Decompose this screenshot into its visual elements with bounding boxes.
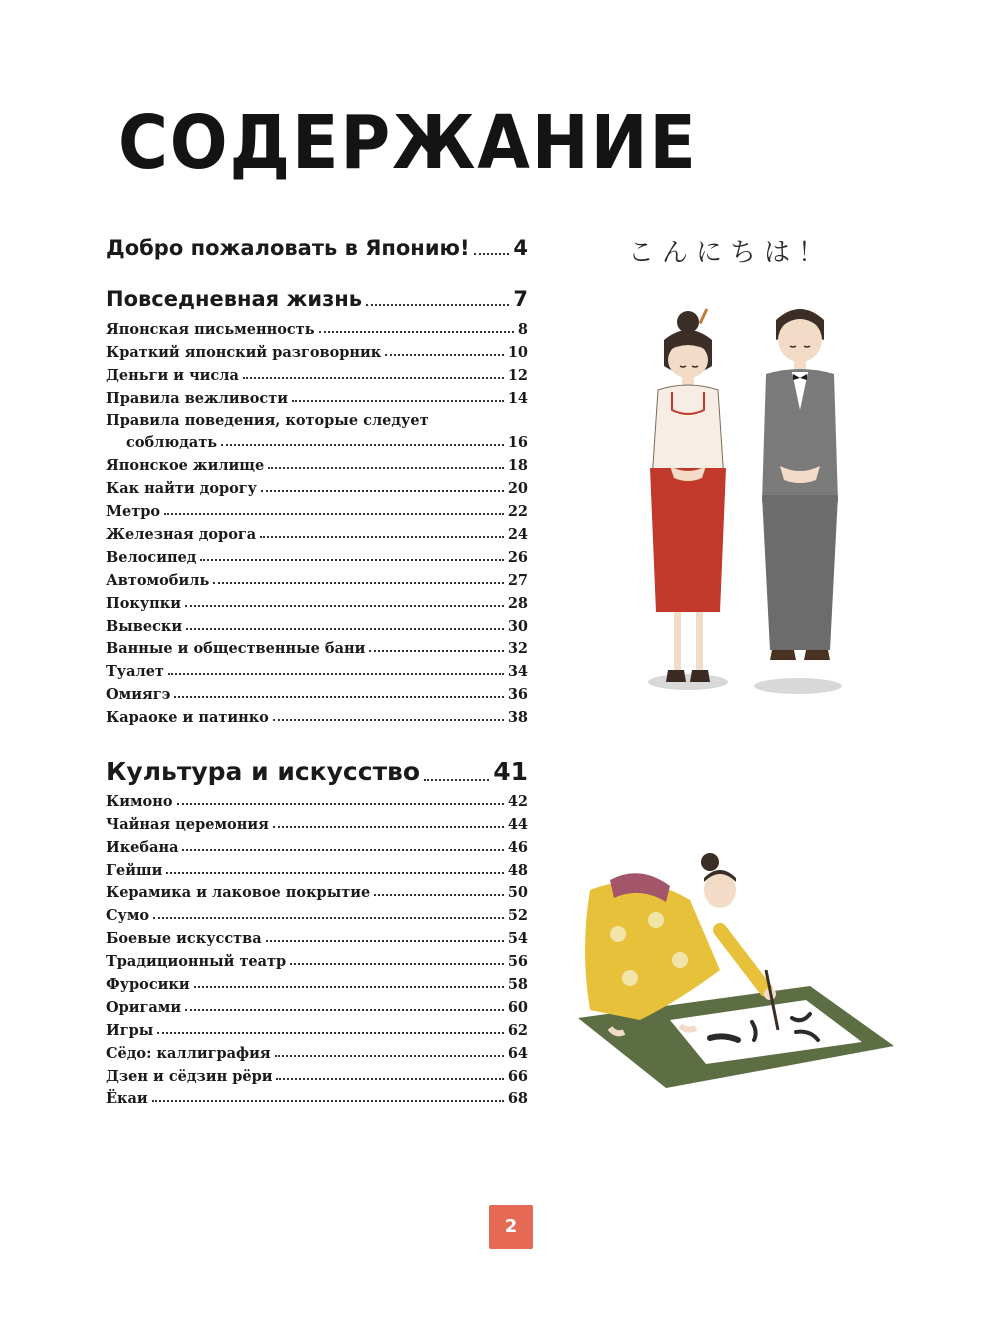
item-page: 16 <box>507 434 528 452</box>
woman-figure <box>648 308 728 690</box>
item-page: 12 <box>507 366 528 384</box>
item-page: 54 <box>507 930 528 948</box>
dot-leader <box>266 940 504 942</box>
item-page: 27 <box>507 571 528 589</box>
dot-leader <box>268 467 504 469</box>
toc-items-list <box>106 315 528 726</box>
item-title: Керамика и лаковое покрытие <box>106 884 371 902</box>
dot-leader <box>168 673 504 675</box>
dot-leader <box>221 444 504 446</box>
toc-item[interactable] <box>106 429 528 452</box>
item-page: 44 <box>507 815 528 833</box>
dot-leader <box>213 582 504 584</box>
item-title: Правила вежливости <box>106 389 288 407</box>
item-title: Туалет <box>106 663 164 681</box>
dot-leader <box>385 354 504 356</box>
toc-item[interactable] <box>106 879 528 902</box>
item-page: 36 <box>507 686 528 704</box>
toc-item[interactable] <box>106 993 528 1016</box>
item-page: 38 <box>507 709 528 727</box>
toc-item[interactable] <box>106 589 528 612</box>
toc-item[interactable] <box>106 1016 528 1039</box>
toc-item[interactable] <box>106 970 528 993</box>
toc-item[interactable] <box>106 1085 528 1108</box>
toc-item[interactable] <box>106 635 528 658</box>
page-title: СОДЕРЖАНИЕ <box>118 100 698 186</box>
section-page: 4 <box>513 236 528 260</box>
toc-section-welcome <box>106 230 528 260</box>
item-page: 52 <box>507 907 528 925</box>
toc-section-heading[interactable] <box>106 281 528 311</box>
item-title: Ёкаи <box>106 1090 148 1108</box>
item-page: 60 <box>507 998 528 1016</box>
dot-leader <box>164 513 504 515</box>
toc-item[interactable] <box>106 680 528 703</box>
item-title: Сумо <box>106 907 150 925</box>
item-title: Фуросики <box>106 976 190 994</box>
item-title: соблюдать <box>126 434 218 452</box>
item-title: Чайная церемония <box>106 815 269 833</box>
item-title: Вывески <box>106 617 183 635</box>
toc-section-heading[interactable] <box>106 752 528 786</box>
item-title: Покупки <box>106 594 181 612</box>
item-title: Железная дорога <box>106 526 257 544</box>
toc-item[interactable] <box>106 520 528 543</box>
item-title: Игры <box>106 1021 154 1039</box>
item-title: Велосипед <box>106 548 197 566</box>
toc-item[interactable] <box>106 787 528 810</box>
dot-leader <box>474 253 510 255</box>
dot-leader <box>290 963 504 965</box>
dot-leader <box>243 377 504 379</box>
toc-section-heading[interactable] <box>106 230 528 260</box>
item-page: 46 <box>507 838 528 856</box>
item-page: 66 <box>507 1067 528 1085</box>
item-title: Сёдо: каллиграфия <box>106 1044 271 1062</box>
dot-leader <box>177 803 504 805</box>
dot-leader <box>319 331 514 333</box>
item-page: 34 <box>507 663 528 681</box>
section-page: 7 <box>513 287 528 311</box>
item-title: Автомобиль <box>106 571 210 589</box>
toc-items-list <box>106 787 528 1107</box>
item-page: 24 <box>507 526 528 544</box>
dot-leader <box>366 304 509 306</box>
item-page: 10 <box>507 343 528 361</box>
item-title: Традиционный театр <box>106 953 287 971</box>
dot-leader <box>166 872 503 874</box>
item-title: Дзен и сёдзин рёри <box>106 1067 273 1085</box>
toc-item[interactable] <box>106 338 528 361</box>
item-page: 50 <box>507 884 528 902</box>
item-title: Метро <box>106 503 161 521</box>
item-page: 20 <box>507 480 528 498</box>
dot-leader <box>273 826 504 828</box>
item-title: Деньги и числа <box>106 366 239 384</box>
item-title: Японское жилище <box>106 457 265 475</box>
item-page: 14 <box>507 389 528 407</box>
toc-item[interactable] <box>106 924 528 947</box>
item-title: Японская письменность <box>106 320 315 338</box>
dot-leader <box>174 696 503 698</box>
toc-section-culture <box>106 752 528 1107</box>
greeting-text: こんにちは！ <box>628 238 833 268</box>
section-title: Культура и искусство <box>106 757 421 786</box>
page-number-badge: 2 <box>489 1205 533 1249</box>
dot-leader <box>182 849 503 851</box>
toc-item[interactable] <box>106 384 528 407</box>
item-page: 22 <box>507 503 528 521</box>
toc-item[interactable] <box>106 703 528 726</box>
item-page: 56 <box>507 953 528 971</box>
dot-leader <box>261 490 504 492</box>
toc-item[interactable] <box>106 1062 528 1085</box>
couple-bowing-illustration <box>620 290 860 710</box>
section-title: Добро пожаловать в Японию! <box>106 236 470 260</box>
dot-leader <box>275 1055 504 1057</box>
section-page: 41 <box>493 757 528 786</box>
item-title: Ванные и общественные бани <box>106 640 366 658</box>
item-page: 28 <box>507 594 528 612</box>
dot-leader <box>369 650 503 652</box>
toc-item[interactable] <box>106 543 528 566</box>
toc-item[interactable] <box>106 947 528 970</box>
dot-leader <box>153 917 504 919</box>
toc-item[interactable] <box>106 474 528 497</box>
dot-leader <box>260 536 504 538</box>
toc-item[interactable] <box>106 810 528 833</box>
dot-leader <box>185 1009 504 1011</box>
item-page: 18 <box>507 457 528 475</box>
item-title: Боевые искусства <box>106 930 262 948</box>
dot-leader <box>424 779 489 781</box>
item-page: 26 <box>507 548 528 566</box>
item-title: Караоке и патинко <box>106 709 269 727</box>
item-page: 30 <box>507 617 528 635</box>
toc-item[interactable] <box>106 566 528 589</box>
dot-leader <box>292 400 504 402</box>
man-figure <box>754 309 842 694</box>
item-title: Икебана <box>106 838 179 856</box>
toc-item[interactable] <box>106 451 528 474</box>
toc-item-line[interactable] <box>106 407 528 429</box>
item-title: Оригами <box>106 998 182 1016</box>
toc-item[interactable] <box>106 833 528 856</box>
dot-leader <box>276 1078 503 1080</box>
item-page: 58 <box>507 976 528 994</box>
item-title: Краткий японский разговорник <box>106 343 382 361</box>
item-page: 8 <box>517 320 528 338</box>
dot-leader <box>194 986 504 988</box>
toc-item[interactable] <box>106 1039 528 1062</box>
toc-item[interactable] <box>106 361 528 384</box>
item-title: Как найти дорогу <box>106 480 257 498</box>
item-page: 32 <box>507 640 528 658</box>
section-title: Повседневная жизнь <box>106 287 363 311</box>
dot-leader <box>186 628 504 630</box>
item-title: Омиягэ <box>106 686 171 704</box>
item-page: 64 <box>507 1044 528 1062</box>
toc-item[interactable] <box>106 497 528 520</box>
item-page: 68 <box>507 1090 528 1108</box>
calligraphy-woman-illustration <box>570 850 900 1110</box>
toc-item[interactable] <box>106 856 528 879</box>
item-page: 62 <box>507 1021 528 1039</box>
item-title-line1: Правила поведения, которые следует <box>106 411 429 429</box>
toc-item[interactable] <box>106 315 528 338</box>
dot-leader <box>152 1100 504 1102</box>
item-page: 42 <box>507 792 528 810</box>
toc-item[interactable] <box>106 657 528 680</box>
toc-item[interactable] <box>106 901 528 924</box>
dot-leader <box>157 1032 504 1034</box>
item-page: 48 <box>507 861 528 879</box>
item-title: Гейши <box>106 861 163 879</box>
dot-leader <box>200 559 503 561</box>
item-title: Кимоно <box>106 792 173 810</box>
toc-section-daily-life <box>106 281 528 726</box>
dot-leader <box>185 605 504 607</box>
toc-item[interactable] <box>106 612 528 635</box>
dot-leader <box>374 894 504 896</box>
dot-leader <box>273 719 504 721</box>
